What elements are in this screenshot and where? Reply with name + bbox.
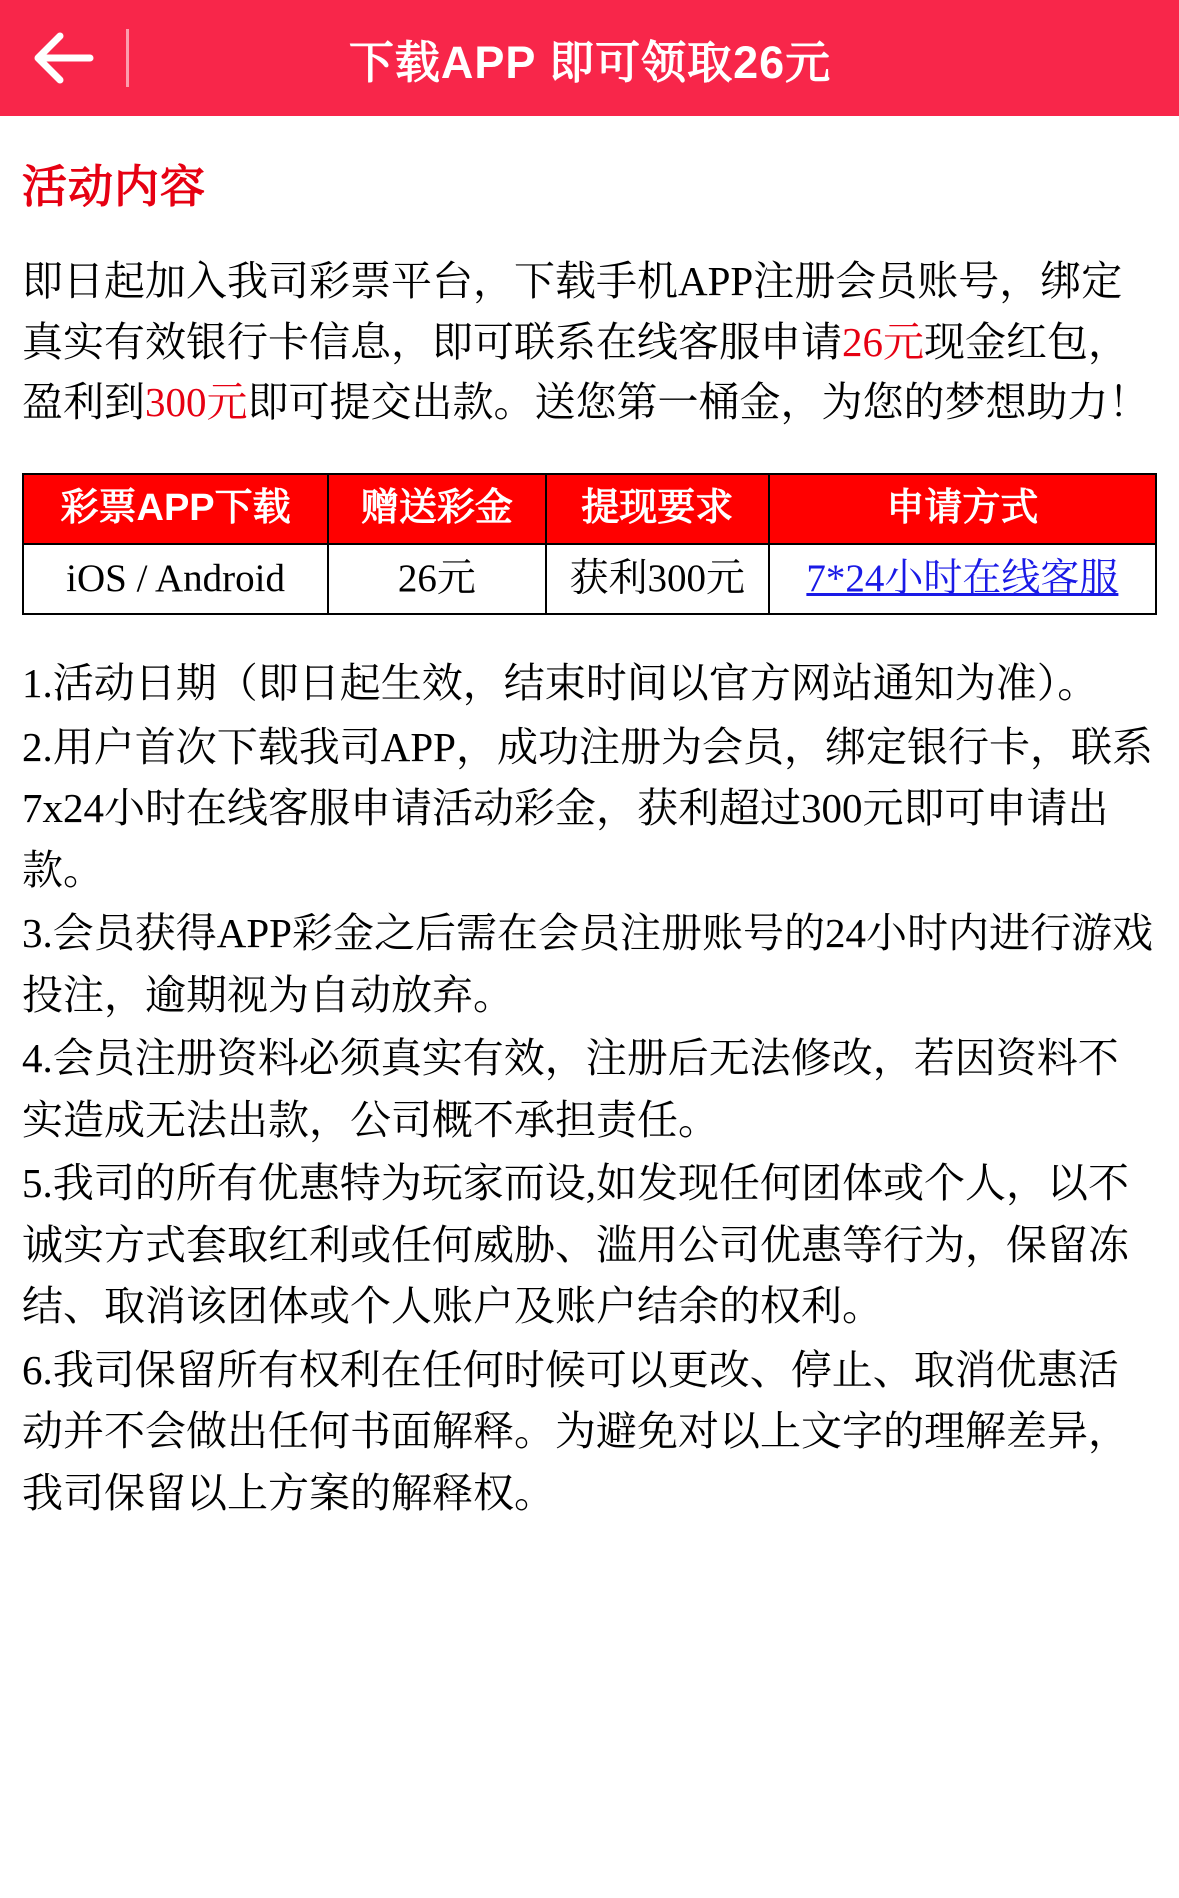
rule-item-4: 4.会员注册资料必须真实有效，注册后无法修改，若因资料不实造成无法出款，公司概不承担责任。 [22,1035,1119,1143]
section-title: 活动内容 [22,161,207,212]
intro-paragraph [22,251,1157,433]
rule-item-6: 6.我司保留所有权利在任何时候可以更改、停止、取消优惠活动并不会做出任何书面解释。为避免对以上文字的理解差异， 我司保留以上方案的解释权。 [22,1346,1129,1516]
intro-amount-300: 300元 [145,379,248,426]
cell-requirement: 获利300元 [546,544,769,615]
rule-item-3: 3.会员获得APP彩金之后需在会员注册账号的24小时内进行游戏投注，逾期视为自动放弃。 [22,910,1153,1018]
intro-amount-26: 26元 [842,318,924,365]
table-header-requirement: 提现要求 [546,474,769,544]
cell-bonus: 26元 [328,544,546,615]
cell-apply [769,544,1156,615]
table-header-apply: 申请方式 [769,474,1156,544]
intro-part1: 即日起加入我司彩票平台，下载手机APP注册会员账号，绑定真实有效银行卡信息，即可联系在线客服申请 [22,258,1123,365]
promotion-table [22,473,1157,615]
online-service-link[interactable]: 7*24小时在线客服 [806,556,1119,600]
rule-item-1: 1.活动日期（即日起生效，结束时间以官方网站通知为准）。 [22,660,1099,707]
page-title: 下载APP 即可领取26元 [348,36,832,88]
intro-part2: 现金红包，盈利到 [22,318,1129,426]
table-row [23,544,1156,615]
intro-part3: 即可提交出款。送您第一桶金，为您的梦想助力！ [247,379,1150,426]
rule-item-5: 5.我司的所有优惠特为玩家而设,如发现任何团体或个人，以不诚实方式套取红利或任何威胁、滥用公司优惠等行为，保留冻结、取消该团体或个人账户及账户结余的权利。 [22,1160,1129,1330]
table-header-row [23,474,1156,544]
cell-platform: iOS / Android [23,544,328,615]
rule-item-2: 2.用户首次下载我司APP，成功注册为会员，绑定银行卡，联系7x24小时在线客服申请活动彩金，获利超过300元即可申请出款。 [22,723,1153,893]
table-header-platform: 彩票APP下载 [23,474,328,544]
back-button[interactable] [0,0,126,116]
table-header-bonus: 赠送彩金 [328,474,546,544]
arrow-left-icon [32,32,94,84]
rules-list [22,653,1157,1524]
page-content [0,116,1179,1556]
app-header [0,0,1179,116]
